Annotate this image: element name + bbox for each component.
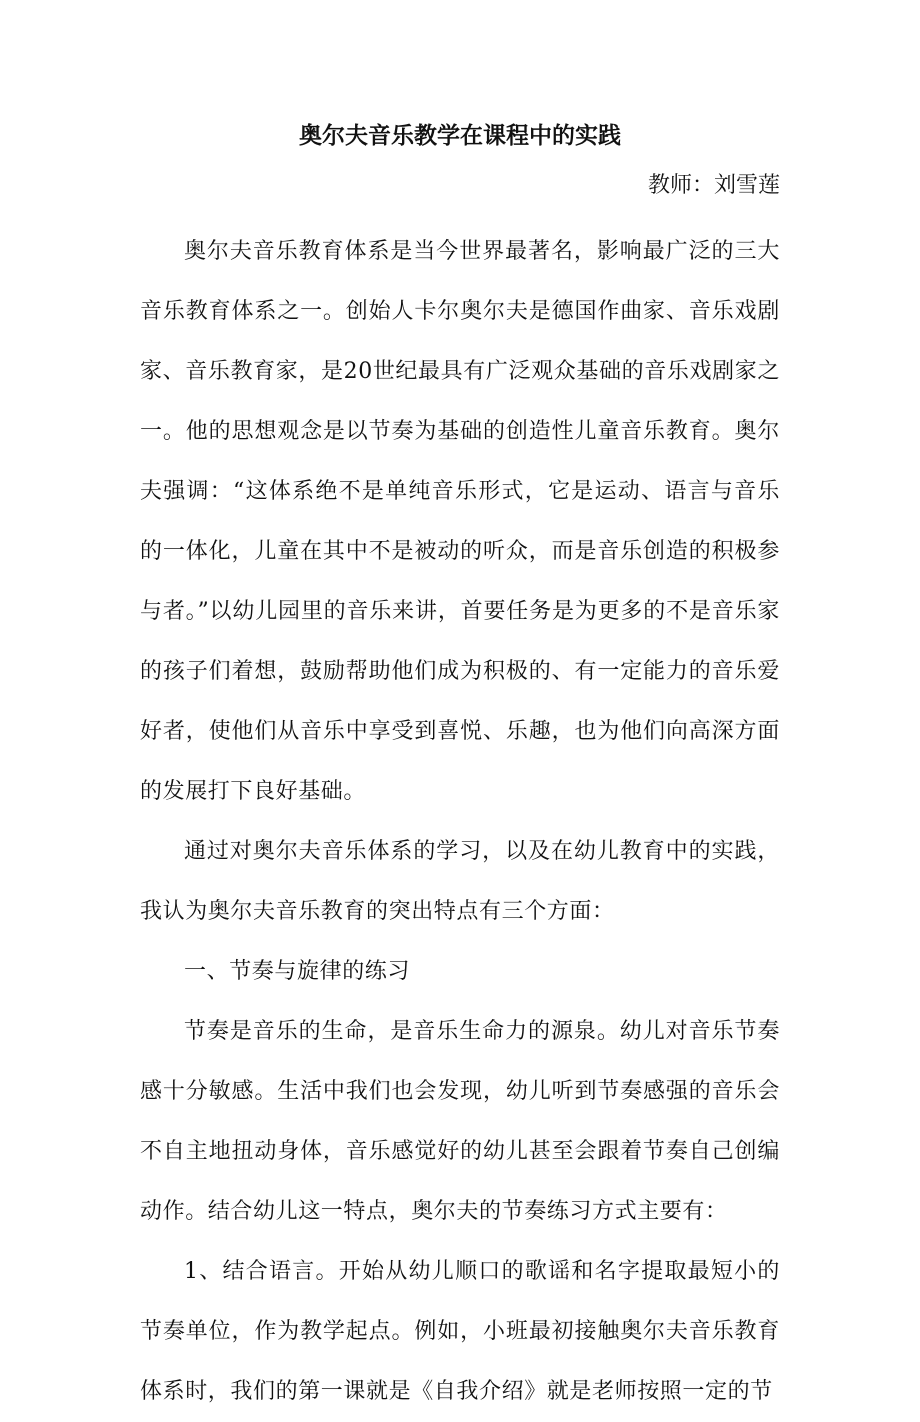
section-heading-rhythm: 一、节奏与旋律的练习 <box>184 959 411 984</box>
document-body <box>140 222 780 1422</box>
paragraph-features: 通过对奥尔夫音乐体系的学习，以及在幼儿教育中的实践，我认为奥尔夫音乐教育的突出特点有三个方面： <box>140 839 780 924</box>
paragraph-rhythm: 节奏是音乐的生命，是音乐生命力的源泉。幼儿对音乐节奏感十分敏感。生活中我们也会发现，幼儿听到节奏感强的音乐会不自主地扭动身体，音乐感觉好的幼儿甚至会跟着节奏自己创编动作。结合幼儿这一特点，奥尔夫的节奏练习方式主要有： <box>140 1019 780 1224</box>
paragraph-language: 1、结合语言。开始从幼儿顺口的歌谣和名字提取最短小的节奏单位，作为教学起点。例如，小班最初接触奥尔夫音乐教育体系时，我们的第一课就是《自我介绍》就是老师按照一定的节 <box>140 1259 780 1404</box>
document-title: 奥尔夫音乐教学在课程中的实践 <box>299 123 621 149</box>
paragraph-intro: 奥尔夫音乐教育体系是当今世界最著名，影响最广泛的三大音乐教育体系之一。创始人卡尔奥尔夫是德国作曲家、音乐戏剧家、音乐教育家，是20世纪最具有广泛观众基础的音乐戏剧家之一。他的思想观念是以节奏为基础的创造性儿童音乐教育。奥尔夫强调：“这体系绝不是单纯音乐形式，它是运动、语言与音乐的一体化，儿童在其中不是被动的听众，而是音乐创造的积极参与者。”以幼儿园里的音乐来讲，首要任务是为更多的不是音乐家的孩子们着想，鼓励帮助他们成为积极的、有一定能力的音乐爱好者，使他们从音乐中享受到喜悦、乐趣，也为他们向高深方面的发展打下良好基础。 <box>140 239 780 804</box>
author-line: 教师：刘雪莲 <box>647 173 780 198</box>
